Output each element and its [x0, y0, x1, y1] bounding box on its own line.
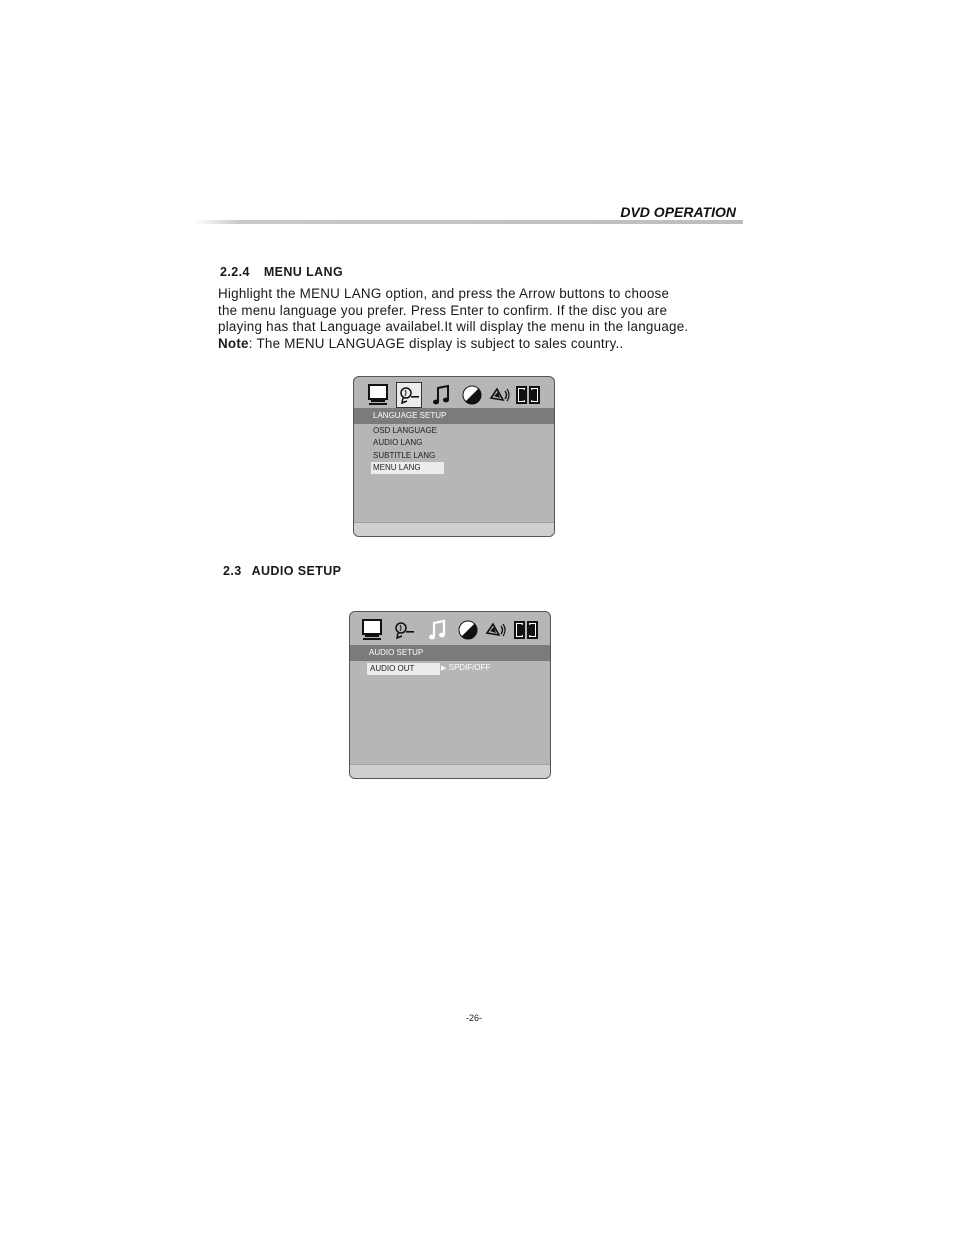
- music-note-icon[interactable]: [426, 618, 450, 642]
- setup-icon-row: [354, 381, 554, 409]
- menu-item-audio-out[interactable]: AUDIO OUT: [367, 663, 440, 675]
- page-number: -26-: [465, 1013, 482, 1023]
- section-number: 2.3: [223, 564, 242, 578]
- language-setup-title-bar: LANGUAGE SETUP: [354, 408, 554, 424]
- paragraph-line: Highlight the MENU LANG option, and press the Arrow buttons to choose: [218, 286, 670, 301]
- language-icon[interactable]: [396, 382, 422, 408]
- note-label: Note: [218, 335, 249, 351]
- osd-audio-setup-screen: [349, 611, 551, 779]
- speaker-icon[interactable]: [484, 618, 508, 642]
- note-line: [218, 336, 758, 353]
- screen-footer-bar: [350, 764, 550, 778]
- paragraph-line: playing has that Language availabel.It will display the menu in the language.: [218, 319, 689, 335]
- menu-lang-paragraph: [218, 286, 758, 352]
- arrow-right-icon: ▶: [441, 665, 447, 672]
- dolby-icon[interactable]: [514, 618, 538, 642]
- audio-out-option-value: SPDIF/OFF: [448, 663, 491, 672]
- menu-item-subtitle-lang[interactable]: SUBTITLE LANG: [373, 451, 436, 460]
- menu-item-osd-language[interactable]: OSD LANGUAGE: [373, 426, 438, 435]
- note-text: : The MENU LANGUAGE display is subject to sales country..: [248, 335, 624, 351]
- half-circle-icon[interactable]: [456, 618, 480, 642]
- language-icon[interactable]: [392, 618, 416, 642]
- tv-icon[interactable]: [360, 618, 384, 642]
- dolby-icon[interactable]: [516, 383, 540, 407]
- half-circle-icon[interactable]: [460, 383, 484, 407]
- audio-out-option[interactable]: [441, 662, 490, 675]
- page-header-title: DVD OPERATION: [620, 204, 736, 220]
- speaker-icon[interactable]: [488, 383, 512, 407]
- paragraph-line: the menu language you prefer. Press Enter to confirm. If the disc you are: [218, 302, 668, 318]
- music-note-icon[interactable]: [430, 383, 454, 407]
- section-heading-audio-setup: [223, 564, 341, 578]
- screen-footer-bar: [354, 522, 554, 536]
- setup-icon-row: [350, 616, 550, 644]
- section-title: AUDIO SETUP: [251, 564, 342, 578]
- section-number: 2.2.4: [220, 265, 250, 279]
- section-heading-menu-lang: [220, 265, 343, 279]
- tv-icon[interactable]: [366, 383, 390, 407]
- section-title: MENU LANG: [263, 265, 344, 279]
- osd-language-setup-screen: [353, 376, 555, 537]
- header-divider: [195, 220, 743, 224]
- menu-item-menu-lang[interactable]: MENU LANG: [371, 462, 444, 474]
- menu-item-audio-lang[interactable]: AUDIO LANG: [373, 438, 423, 447]
- audio-setup-title-bar: AUDIO SETUP: [350, 645, 550, 661]
